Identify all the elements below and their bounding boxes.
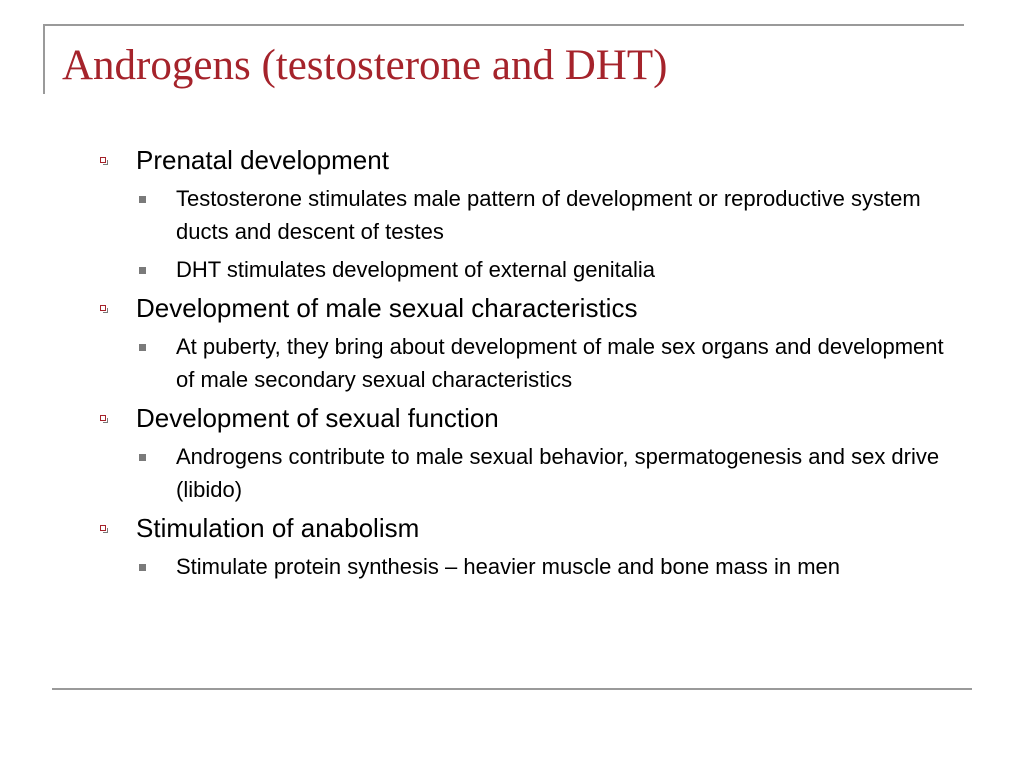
sub-list: [136, 550, 968, 583]
hollow-square-bullet-icon: [100, 305, 106, 311]
section-prenatal: [98, 145, 968, 286]
title-bracket: [43, 24, 45, 94]
sub-list: [136, 330, 968, 396]
filled-square-bullet-icon: [139, 267, 146, 274]
sub-bullet-text: Testosterone stimulates male pattern of development or reproductive system ducts and descent of testes: [176, 186, 921, 244]
section-heading: Development of sexual function: [136, 403, 499, 433]
sub-list: [136, 440, 968, 506]
sub-bullet-text: Androgens contribute to male sexual behavior, spermatogenesis and sex drive (libido): [176, 444, 940, 502]
sub-bullet: [136, 182, 968, 248]
hollow-square-bullet-icon: [100, 415, 106, 421]
filled-square-bullet-icon: [139, 344, 146, 351]
sub-bullet-text: Stimulate protein synthesis – heavier muscle and bone mass in men: [176, 554, 841, 579]
sub-bullet: [136, 253, 968, 286]
slide-title: Androgens (testosterone and DHT): [62, 42, 668, 89]
sub-bullet-text: At puberty, they bring about development of male sex organs and development of male secondary sexual characteristics: [176, 334, 944, 392]
top-divider: [44, 24, 964, 26]
bullet-list: [98, 145, 968, 590]
filled-square-bullet-icon: [139, 564, 146, 571]
section-heading: Development of male sexual characteristics: [136, 293, 638, 323]
filled-square-bullet-icon: [139, 454, 146, 461]
filled-square-bullet-icon: [139, 196, 146, 203]
section-sexual-function: [98, 403, 968, 506]
sub-bullet: [136, 550, 968, 583]
section-heading: Stimulation of anabolism: [136, 513, 420, 543]
sub-bullet: [136, 440, 968, 506]
section-heading: Prenatal development: [136, 145, 389, 175]
bottom-divider: [52, 688, 972, 690]
section-anabolism: [98, 513, 968, 583]
hollow-square-bullet-icon: [100, 157, 106, 163]
section-male-characteristics: [98, 293, 968, 396]
sub-list: [136, 182, 968, 286]
sub-bullet: [136, 330, 968, 396]
hollow-square-bullet-icon: [100, 525, 106, 531]
sub-bullet-text: DHT stimulates development of external genitalia: [176, 257, 655, 282]
